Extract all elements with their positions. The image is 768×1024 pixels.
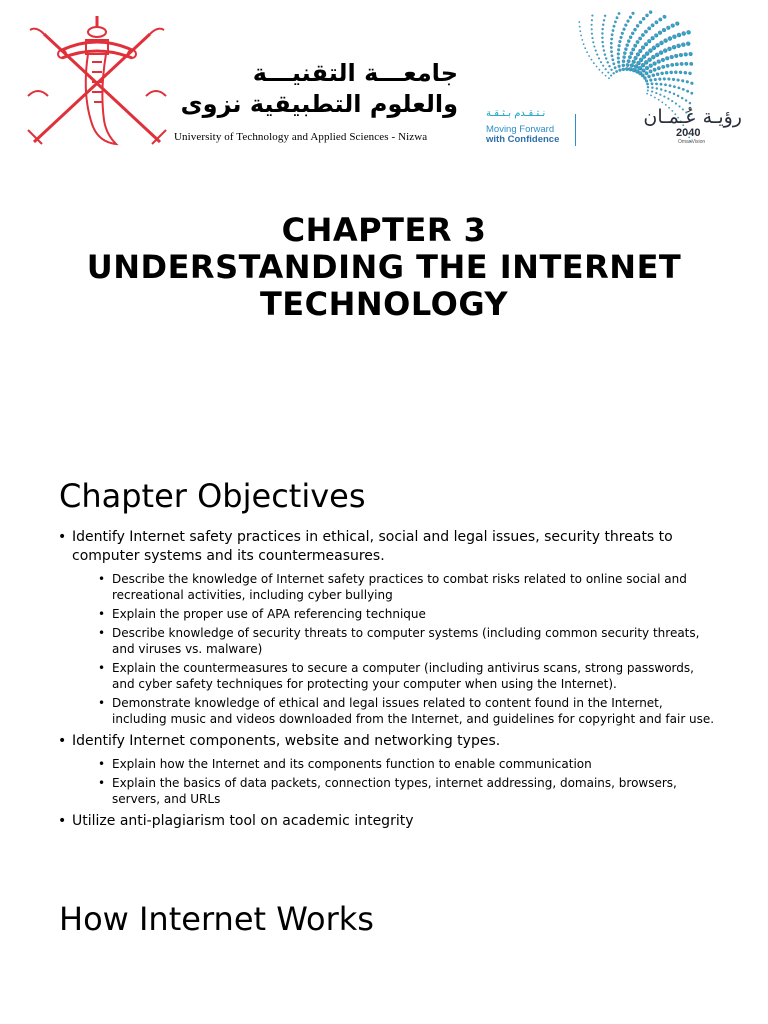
- vision-dot: [580, 35, 582, 37]
- vision-dot: [596, 66, 598, 68]
- vision-dot: [655, 53, 659, 57]
- vision-dot: [614, 21, 617, 24]
- vision-dot: [674, 54, 678, 58]
- vision-dot: [677, 95, 679, 97]
- vision-dot: [684, 52, 688, 56]
- vision-dot: [586, 51, 588, 53]
- vision-dot: [653, 62, 657, 66]
- vision-dot: [617, 61, 620, 64]
- tagline-arabic: نـتـقـدم بـثـقـة: [486, 108, 546, 119]
- vision-dot: [689, 52, 693, 56]
- vision-dot: [631, 32, 634, 35]
- vision-dot: [619, 36, 622, 39]
- vision-dot: [670, 63, 674, 67]
- vision-dot: [591, 28, 593, 30]
- vision-dot: [686, 30, 690, 34]
- vision-dot: [660, 83, 663, 86]
- vision-dot: [579, 30, 581, 32]
- vision-dot: [661, 65, 665, 69]
- vision-dot: [681, 31, 685, 35]
- sub-objective-item: • Explain the proper use of APA referencing technique: [98, 606, 718, 622]
- sub-objective-item: • Describe knowledge of security threats to computer systems (including common security threats, and viruses vs. malware): [98, 625, 718, 657]
- vision-dot: [667, 77, 670, 80]
- vision-dot: [612, 62, 615, 65]
- vision-dot: [651, 55, 655, 59]
- vision-dot: [591, 59, 593, 61]
- vision-dot: [613, 25, 616, 28]
- vision-dot: [689, 62, 693, 66]
- tagline-english-line-1: Moving Forward: [486, 124, 555, 135]
- vision-dot: [651, 86, 653, 88]
- vision-dot: [605, 68, 607, 70]
- vision-dot: [662, 28, 666, 32]
- vision-dot: [607, 71, 609, 73]
- vision-dot: [658, 78, 661, 81]
- vision-dot: [610, 42, 613, 45]
- objective-item: [58, 528, 718, 727]
- vision-dot: [639, 20, 642, 23]
- vision-dot: [667, 47, 671, 51]
- vision-dot: [608, 65, 610, 67]
- vision-dot: [627, 39, 630, 42]
- vision-dot: [604, 15, 606, 17]
- vision-dot: [655, 20, 659, 24]
- vision-dot: [603, 19, 605, 21]
- vision-dot: [669, 91, 671, 93]
- vision-dot: [678, 87, 681, 90]
- vision-dot: [645, 79, 648, 82]
- vision-dot: [651, 23, 655, 27]
- vision-dot: [650, 95, 652, 97]
- vision-dot: [658, 99, 660, 101]
- vision-dot: [659, 41, 663, 45]
- vision-2040-dots-icon: [535, 10, 695, 160]
- vision-dot: [624, 47, 627, 50]
- vision-dot: [599, 69, 601, 71]
- vision-dot: [611, 54, 614, 57]
- vision-dot: [689, 102, 691, 104]
- vision-dot: [588, 55, 590, 57]
- vision-dot: [688, 72, 691, 75]
- vision-dot: [649, 70, 653, 74]
- vision-dot: [591, 37, 593, 39]
- vision-dot: [655, 83, 658, 86]
- vision-dot: [615, 70, 618, 73]
- vision-dot: [602, 45, 604, 47]
- vision-dot: [629, 16, 632, 19]
- vision-dot: [636, 24, 639, 27]
- vision-dot: [667, 98, 669, 100]
- vision-dot: [663, 38, 667, 42]
- vision-dot: [647, 75, 650, 78]
- vision-dot: [623, 51, 626, 54]
- sub-objective-item: • Explain how the Internet and its components function to enable communication: [98, 756, 718, 772]
- vision-dot: [634, 56, 638, 60]
- sub-objective-item: • Explain the countermeasures to secure a computer (including antivirus scans, strong passwords, and cyber safety techniques for protecting your computer when using the Internet).: [98, 660, 718, 692]
- objective-item: [58, 812, 718, 831]
- vision-dot: [660, 72, 663, 75]
- vision-dot: [626, 63, 630, 67]
- vision-dot: [644, 42, 648, 46]
- vision-dot: [657, 66, 661, 70]
- vision-dot: [600, 61, 602, 63]
- how-internet-works-heading: How Internet Works: [59, 900, 374, 938]
- vision-dot: [665, 56, 669, 60]
- vision-dot: [618, 12, 621, 15]
- vision-dot: [647, 89, 649, 91]
- vision-dot: [638, 37, 642, 41]
- vision-dot: [633, 44, 637, 48]
- vision-dot: [674, 70, 677, 73]
- vision-dot: [652, 73, 655, 76]
- vision-dot: [661, 101, 663, 103]
- vision-dot: [610, 69, 612, 71]
- vision-dot: [651, 91, 653, 93]
- vision-dot: [645, 71, 649, 75]
- vision-dot: [660, 88, 662, 90]
- vision-dot: [622, 64, 625, 67]
- vision-dot: [673, 93, 675, 95]
- vision-dot: [690, 92, 693, 95]
- vision-dot: [676, 44, 680, 48]
- vision-dot: [647, 57, 651, 61]
- vision-dot: [661, 58, 665, 62]
- vision-dot: [602, 72, 604, 74]
- vision-dot: [602, 65, 604, 67]
- vision-dot: [686, 90, 689, 93]
- vision-dot: [617, 52, 620, 55]
- vision-dot: [604, 53, 606, 55]
- vision-dot: [601, 37, 603, 39]
- sub-objective-item: • Demonstrate knowledge of ethical and legal issues related to content found in the Internet, including music and videos downloaded from the Internet, and guidelines for copyright and fair use.: [98, 695, 718, 727]
- vision-dot: [647, 27, 651, 31]
- vision-dot: [606, 61, 608, 63]
- vision-dot: [584, 47, 586, 49]
- vision-dot: [644, 30, 648, 34]
- vision-dot: [610, 46, 613, 49]
- vision-dot: [670, 55, 674, 59]
- vision-dot: [666, 26, 670, 30]
- vision-dot: [672, 45, 676, 49]
- vision-dot: [618, 40, 621, 43]
- vision-dot: [680, 62, 684, 66]
- objective-item: [58, 732, 718, 807]
- vision-dot: [677, 33, 681, 37]
- vision-dot: [595, 50, 597, 52]
- vision-dot: [631, 48, 635, 52]
- vision-dot: [669, 71, 672, 74]
- vision-dot: [652, 46, 656, 50]
- vision-dot: [622, 59, 625, 62]
- vision-dot: [610, 50, 613, 53]
- vision-dot: [649, 79, 652, 82]
- vision-dot: [618, 65, 621, 68]
- vision-dot: [690, 82, 693, 85]
- vision-dot: [612, 72, 614, 74]
- vision-dot: [686, 41, 690, 45]
- vision-dot: [671, 100, 673, 102]
- vision-dot: [653, 68, 657, 72]
- vision-dot: [649, 10, 652, 13]
- vision-dot: [646, 83, 649, 86]
- vision-dot: [616, 16, 619, 19]
- vision-dot: [611, 58, 614, 61]
- vision-dot: [645, 14, 648, 17]
- vision-dot: [617, 48, 620, 51]
- vision-dot: [578, 21, 580, 23]
- vision-dot: [679, 53, 683, 57]
- objective-text: Utilize anti-plagiarism tool on academic integrity: [72, 813, 414, 829]
- vision-dot: [681, 42, 685, 46]
- vision-dot: [659, 94, 661, 96]
- vision-dot: [642, 17, 645, 20]
- vision-dot: [601, 32, 603, 34]
- vision-dot: [658, 31, 662, 35]
- tagline-english-line-2: with Confidence: [486, 134, 560, 145]
- vision-dot: [601, 28, 603, 30]
- vision-dot: [591, 24, 593, 26]
- vision-dot: [622, 68, 625, 71]
- vision-dot: [603, 49, 605, 51]
- vision-dot: [671, 24, 675, 28]
- vision-dot: [621, 32, 624, 35]
- vision-dot: [593, 62, 595, 64]
- vision-dot: [622, 55, 625, 58]
- university-name-arabic-line-1: جامعـــة التقنيـــة: [252, 59, 458, 87]
- vision-dot: [675, 62, 679, 66]
- vision-dot: [648, 48, 652, 52]
- vision-dot: [664, 83, 667, 86]
- objective-text: Identify Internet components, website and networking types.: [72, 733, 501, 749]
- university-name-arabic: [170, 58, 458, 120]
- vision-dot: [618, 44, 621, 47]
- vision-dot: [593, 45, 595, 47]
- vision-dot: [592, 41, 594, 43]
- vision-dot: [655, 92, 657, 94]
- vision-dot: [659, 50, 663, 54]
- chapter-title-line-2: UNDERSTANDING THE INTERNET: [86, 248, 682, 286]
- vision-dot: [591, 15, 593, 17]
- vision-dot: [622, 28, 625, 31]
- chapter-title-line-3: TECHNOLOGY: [259, 285, 509, 323]
- vision-dot: [686, 80, 689, 83]
- vision-dot: [672, 78, 675, 81]
- vision-dot: [614, 66, 617, 69]
- chapter-title: [0, 212, 768, 323]
- chapter-title-line-1: CHAPTER 3: [281, 211, 487, 249]
- vision-dot: [684, 62, 688, 66]
- vision-dot: [672, 34, 676, 38]
- vision-dot: [626, 20, 629, 23]
- vision-2040-subtitle: OmanVision: [678, 139, 706, 145]
- vision-dot: [679, 71, 682, 74]
- vision-dot: [656, 72, 659, 75]
- vision-dot: [654, 78, 657, 81]
- vision-dot: [665, 71, 668, 74]
- vision-dot: [629, 35, 632, 38]
- vision-dot: [618, 69, 621, 72]
- vision-dot: [675, 22, 679, 26]
- vision-dot: [663, 48, 667, 52]
- vision-dot: [591, 19, 593, 21]
- vision-dot: [601, 41, 603, 43]
- vision-dot: [641, 46, 645, 50]
- vision-dot: [630, 63, 634, 67]
- vision-dot: [630, 51, 634, 55]
- vision-dot: [681, 97, 683, 99]
- vision-dot: [655, 43, 659, 47]
- vision-dot: [611, 33, 614, 36]
- vision-dot: [663, 77, 666, 80]
- vision-dot: [654, 33, 658, 37]
- vision-dot: [645, 66, 649, 70]
- vision-dot: [596, 54, 598, 56]
- vision-dot: [651, 82, 654, 85]
- sub-objective-item: • Describe the knowledge of Internet safety practices to combat risks related to online social and recreational activities, including cyber bullying: [98, 571, 718, 603]
- vision-dot: [627, 59, 631, 63]
- vision-dot: [657, 60, 661, 64]
- vision-dot: [677, 78, 680, 81]
- vision-dot: [654, 97, 656, 99]
- vision-dot: [649, 64, 653, 68]
- university-name-english: University of Technology and Applied Sciences - Nizwa: [174, 131, 428, 143]
- vision-dot: [583, 43, 585, 45]
- vision-dot: [625, 43, 628, 46]
- vision-dot: [656, 87, 658, 89]
- vision-dot: [631, 12, 634, 15]
- vision-dot: [663, 15, 667, 19]
- vision-dot: [647, 86, 649, 88]
- vision-dot: [668, 36, 672, 40]
- vision-dot: [682, 88, 685, 91]
- vision-dot: [628, 55, 632, 59]
- vision-dot: [608, 77, 610, 79]
- vision-dot: [673, 85, 676, 88]
- vision-dot: [581, 39, 583, 41]
- vision-dot: [605, 75, 607, 77]
- vision-dot: [663, 96, 665, 98]
- sub-objective-item: • Explain the basics of data packets, connection types, internet addressing, domains, browsers, servers, and URLs: [98, 775, 718, 807]
- header-banner: [0, 0, 768, 170]
- vision-dot: [658, 18, 662, 22]
- vision-dot: [664, 90, 666, 92]
- vision-dot: [625, 67, 629, 71]
- vision-dot: [645, 51, 649, 55]
- vision-dot: [641, 33, 645, 37]
- vision-dot: [675, 103, 677, 105]
- vision-dot: [617, 56, 620, 59]
- vision-dot: [647, 39, 651, 43]
- objectives-list: [58, 528, 718, 836]
- vision-dot: [643, 76, 646, 79]
- objectives-heading: Chapter Objectives: [59, 477, 366, 515]
- vision-dot: [666, 64, 670, 68]
- vision-dot: [641, 68, 645, 72]
- vision-2040-arabic: رؤيـة عُـمـان: [643, 106, 742, 128]
- vision-dot: [624, 24, 627, 27]
- vision-dot: [632, 60, 636, 64]
- vision-dot: [591, 33, 593, 35]
- vision-dot: [669, 84, 672, 87]
- vision-dot: [636, 40, 640, 44]
- vision-dot: [579, 26, 581, 28]
- vision-2040-year: 2040: [676, 127, 701, 139]
- vision-dot: [646, 93, 648, 95]
- vision-dot: [612, 29, 615, 32]
- vision-dot: [605, 57, 607, 59]
- objective-text: Identify Internet safety practices in ethical, social and legal issues, security threats to computer systems and its countermeasures.: [72, 529, 673, 564]
- vision-dot: [610, 75, 612, 77]
- vision-dot: [636, 52, 640, 56]
- vision-dot: [681, 79, 684, 82]
- vision-dot: [610, 38, 613, 41]
- vision-dot: [633, 28, 636, 31]
- vision-dot: [638, 49, 642, 53]
- university-name-arabic-line-2: والعلوم التطبيقية نزوى: [180, 90, 458, 118]
- vision-dot: [684, 71, 687, 74]
- oman-emblem-icon: [22, 12, 172, 152]
- vision-dot: [598, 57, 600, 59]
- vision-dot: [602, 23, 604, 25]
- vision-dot: [651, 36, 655, 40]
- vision-dot: [685, 99, 687, 101]
